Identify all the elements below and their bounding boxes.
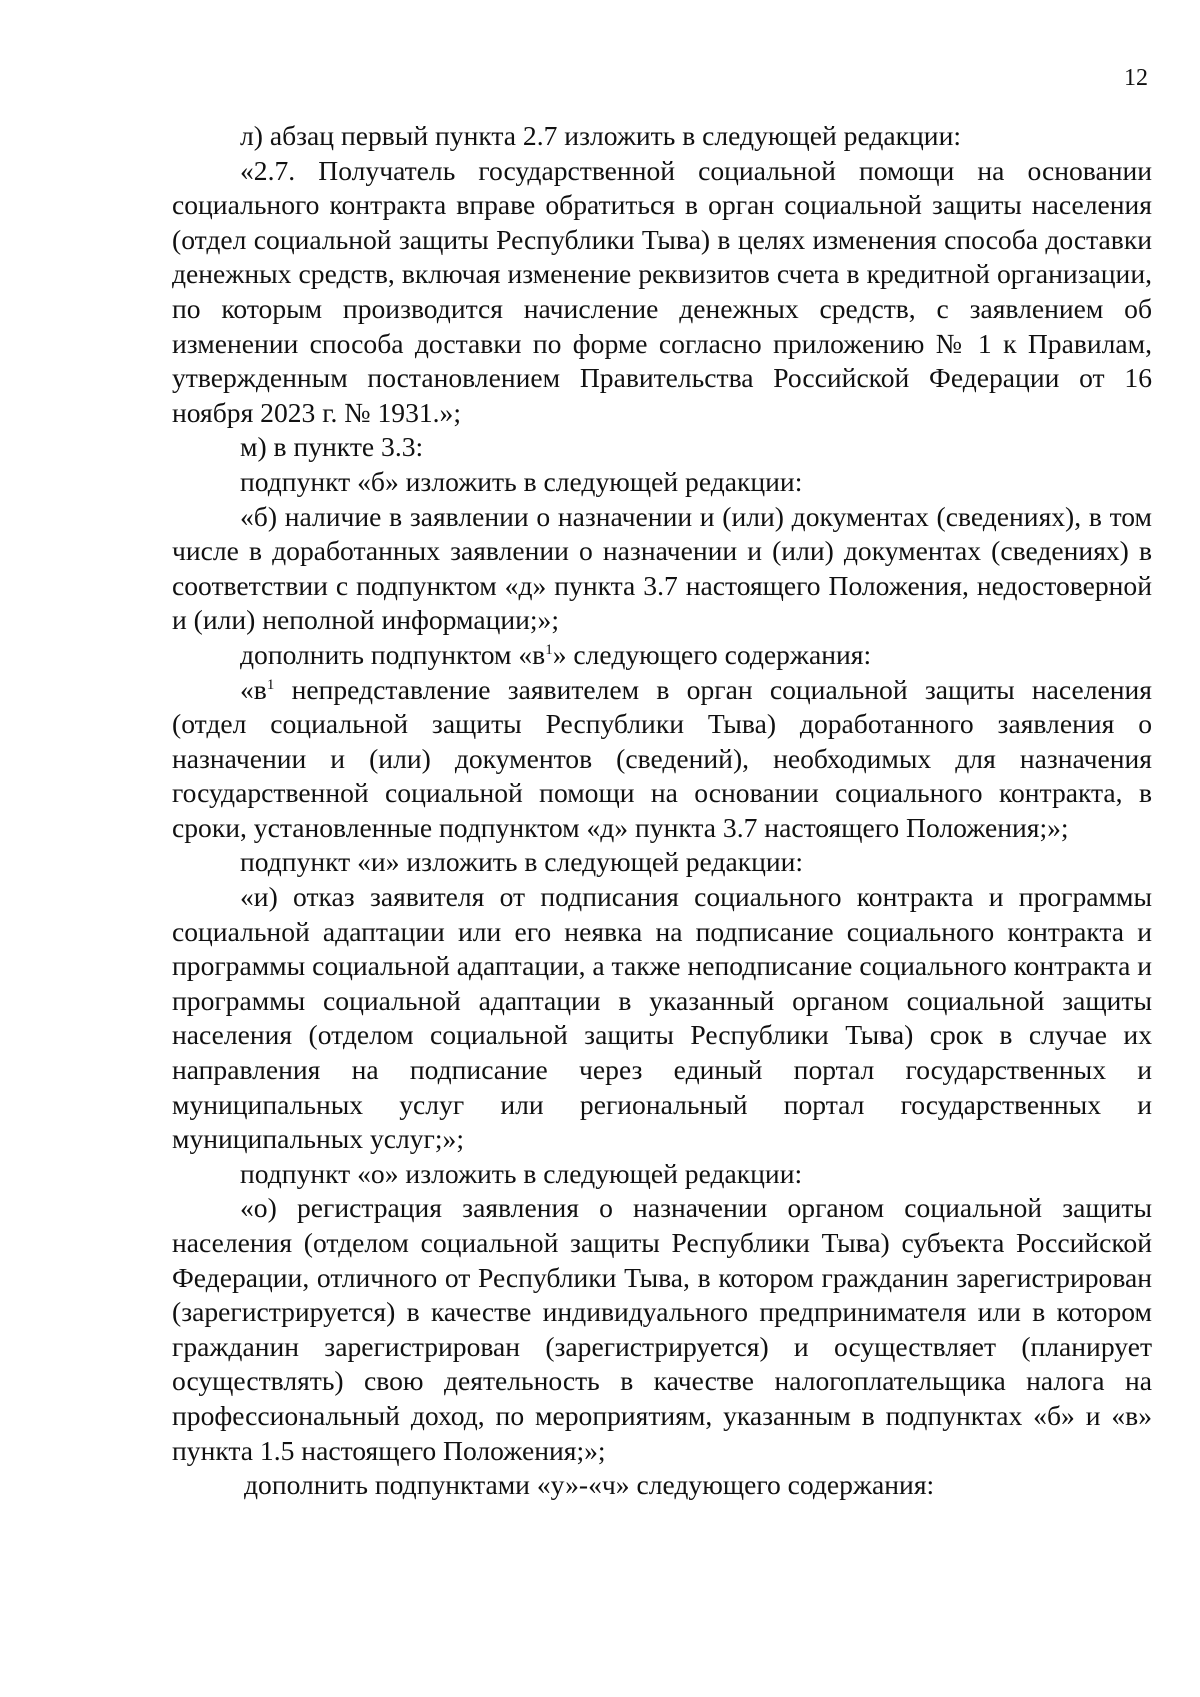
- superscript-1: 1: [266, 676, 275, 693]
- superscript-1: 1: [545, 641, 553, 658]
- paragraph-amendment-m: м) в пункте 3.3:: [240, 431, 424, 463]
- paragraph-subclauses-u-ch-intro: дополнить подпунктами «у»-«ч» следующего содержания:: [244, 1469, 935, 1501]
- paragraph-subclause-v1-intro: дополнить подпунктом «$в^1$» следующего содержания:: [240, 638, 872, 670]
- paragraph-subclause-b-intro: подпункт «б» изложить в следующей редакции:: [240, 465, 803, 497]
- paragraph-subclause-b: «б) наличие в заявлении о назначении и (или) документах (сведениях), в том числе в доработанных заявлении о назначении и (или) документах (сведениях) в соответствии с подпунктом «д» пункта 3.7 настоящего Положения, недостоверной и (или) неполной информации;»;: [172, 500, 1152, 636]
- paragraph-amendment-l: л) абзац первый пункта 2.7 изложить в следующей редакции:: [240, 120, 962, 151]
- document-body: [172, 119, 1152, 1503]
- paragraph-subclause-o: «о) регистрация заявления о назначении органом социальной защиты населения (отделом социальной защиты Республики Тыва) субъекта Российской Федерации, отличного от Республики Тыва, в котором гражданин зарегистрирован (зарегистрируется) в качестве индивидуального предпринимателя или в котором гражданин зарегистрирован (зарегистрируется) и осуществляет (планирует осуществлять) свою деятельность в качестве налогоплательщика налога на профессиональный доход, по мероприятиям, указанным в подпунктах «б» и «в» пункта 1.5 настоящего Положения;»;: [172, 1192, 1152, 1466]
- paragraph-subclause-i: «и) отказ заявителя от подписания социального контракта и программы социальной адаптации или его неявка на подписание социального контракта и программы социальной адаптации, а также неподписание социального контракта и программы социальной адаптации в указанный органом социальной защиты населения (отделом социальной защиты Республики Тыва) срок в случае их направления на подписание через единый портал государственных и муниципальных услуг или региональный портал государственных и муниципальных услуг;»;: [172, 881, 1152, 1155]
- paragraph-clause-2-7: «2.7. Получатель государственной социальной помощи на основании социального контракта вправе обратиться в орган социальной защиты населения (отдел социальной защиты Республики Тыва) в целях изменения способа доставки денежных средств, включая изменение реквизитов счета в кредитной организации, по которым производится начисление денежных средств, с заявлением об изменении способа доставки по форме согласно приложению № 1 к Правилам, утвержденным постановлением Правительства Российской Федерации от 16 ноября 2023 г. № 1931.»;: [172, 154, 1152, 428]
- paragraph-subclause-o-intro: подпункт «о» изложить в следующей редакции:: [240, 1157, 803, 1189]
- page-number: 12: [1124, 65, 1148, 91]
- paragraph-subclause-i-intro: подпункт «и» изложить в следующей редакции:: [240, 846, 804, 878]
- paragraph-subclause-v1: «$в^1$ непредставление заявителем в орган социальной защиты населения (отдел социальной защиты Республики Тыва) доработанного заявления о назначении и (или) документов (сведений), необходимых для назначения государственной социальной помощи на основании социального контракта, в сроки, установленные подпунктом «д» пункта 3.7 настоящего Положения;»;: [172, 673, 1152, 843]
